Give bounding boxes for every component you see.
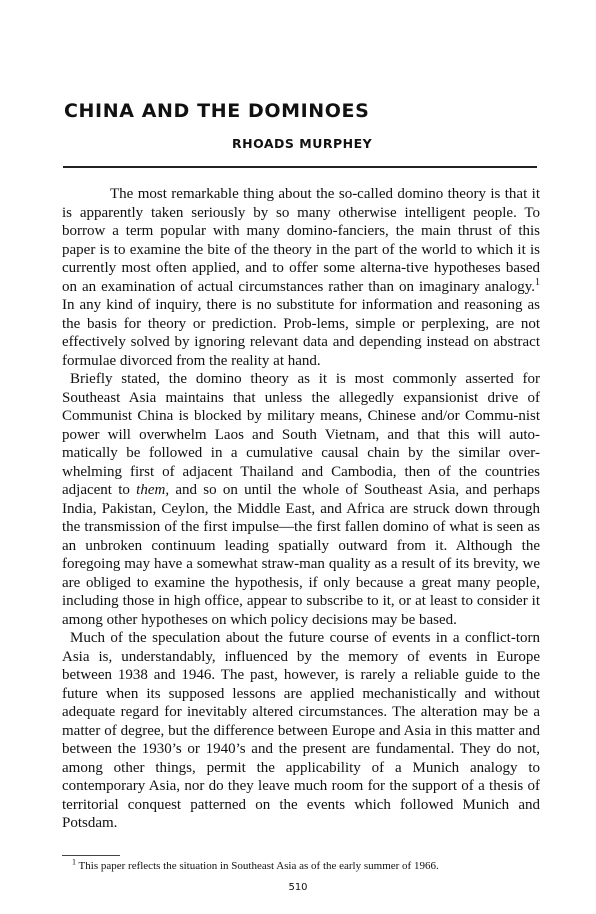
footnote-marker: 1 <box>72 857 76 867</box>
paragraph-1 <box>62 185 540 370</box>
paragraph-1-text: The most remarkable thing about the so-called domino theory is that it is apparently taken seriously by so many otherwise intelligent people. To borrow a term popular with many domino-fanciers, the main thrust of this paper is to examine the bite of the theory in the part of the world to which it is currently most often applied, and to offer some alterna-tive hypotheses based on an examination of actual circumstances rather than on imaginary analogy. <box>62 186 540 295</box>
article-body <box>62 185 540 833</box>
title-rule <box>63 166 537 168</box>
paragraph-1-text-continued: In any kind of inquiry, there is no substitute for information and reasoning as the basis for theory or prediction. Prob-lems, simple or perplexing, are not effectively solved by ignoring relevant data and depending instead on abstract formulae divorced from the reality at hand. <box>62 297 540 369</box>
footnote-reference: 1 <box>535 276 540 288</box>
paragraph-2-text-continued: and so on until the whole of Southeast Asia, and perhaps India, Pakistan, Ceylon, the Middle East, and Africa are struck down through the transmission of the first impulse—the first fallen domino of what is seen as an unbroken continuum leading spatially outward from it. Although the foregoing may have a somewhat straw-man quality as a result of its brevity, we are obliged to examine the hypothesis, if only because a great many people, including those in high office, appear to subscribe to it, or at least to consider it among other hypotheses on which policy decisions may be based. <box>62 482 541 628</box>
footnote <box>72 857 439 872</box>
article-author: RHOADS MURPHEY <box>232 136 373 151</box>
page-number: 510 <box>288 882 308 893</box>
paragraph-2-text: Briefly stated, the domino theory as it is most commonly asserted for Southeast Asia maintains that unless the allegedly expansionist drive of Communist China is blocked by military means, Chinese and/or Commu-nist power will overwhelm Laos and South Vietnam, and that this will auto-matically be followed in a cumulative causal chain by the similar over-whelming first of adjacent Thailand and Cambodia, then of the countries adjacent to <box>62 371 540 498</box>
footnote-text: This paper reflects the situation in Southeast Asia as of the early summer of 1966. <box>76 860 439 872</box>
article-title: CHINA AND THE DOMINOES <box>64 100 370 122</box>
paragraph-3: Much of the speculation about the future course of events in a conflict-torn Asia is, understandably, influenced by the memory of events in Europe between 1938 and 1946. The past, however, is rarely a reliable guide to the future when its supposed lessons are applied mechanistically and without adequate regard for inevitably altered circumstances. The alteration may be a matter of degree, but the difference between Europe and Asia in this matter and between the 1930’s or 1940’s and the present are fundamental. They do not, among other things, permit the applicability of a Munich analogy to contemporary Asia, nor do they leave much room for the support of a thesis of territorial conquest patterned on the events which followed Munich and Potsdam. <box>62 630 540 831</box>
footnote-rule <box>62 855 120 856</box>
paragraph-2-emphasis: them, <box>136 482 170 498</box>
paragraph-2 <box>62 370 540 629</box>
